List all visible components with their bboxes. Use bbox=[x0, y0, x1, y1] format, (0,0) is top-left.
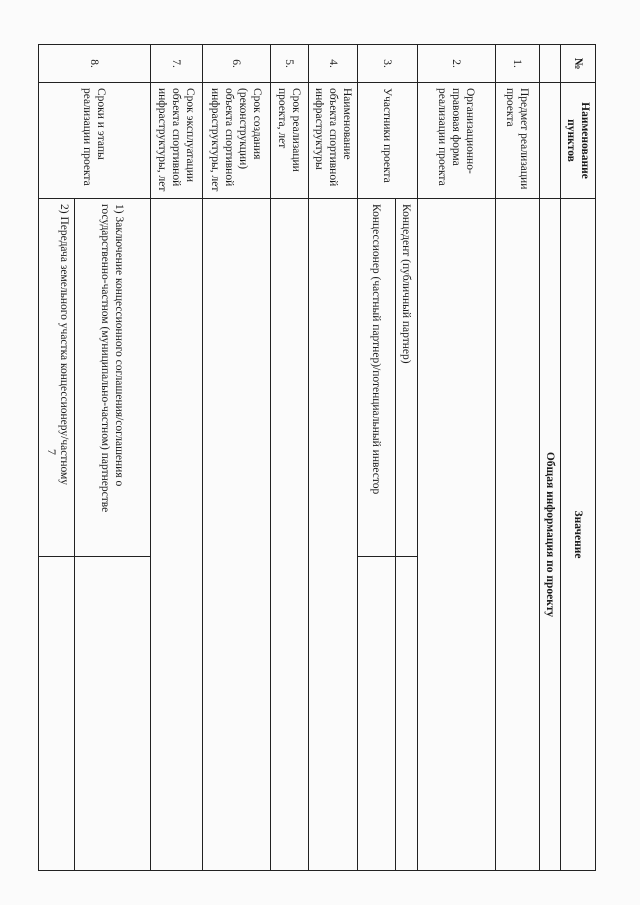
row-value bbox=[270, 199, 308, 871]
row-number: 6. bbox=[202, 45, 270, 83]
row-value bbox=[495, 199, 539, 871]
table-row bbox=[150, 45, 202, 871]
table-row bbox=[417, 45, 495, 871]
row-number: 4. bbox=[308, 45, 357, 83]
row-name: Наименование объекта спортивной инфраструктуры bbox=[308, 83, 357, 199]
row-name: Срок реализации проекта, лет bbox=[270, 83, 308, 199]
subrow-value bbox=[38, 557, 74, 871]
section-row bbox=[539, 45, 560, 871]
row-number: 8. bbox=[38, 45, 150, 83]
row-number: 3. bbox=[357, 45, 417, 83]
subrow-label: 2) Передача земельного участка концессионеру/частному bbox=[38, 199, 74, 557]
row-value bbox=[202, 199, 270, 871]
section-empty-num bbox=[539, 45, 560, 83]
row-value bbox=[417, 199, 495, 871]
row-name: Участники проекта bbox=[357, 83, 417, 199]
row-name: Срок эксплуатации объекта спортивной инфраструктуры, лет bbox=[150, 83, 202, 199]
section-title: Общая информация по проекту bbox=[539, 199, 560, 871]
project-info-table bbox=[38, 44, 596, 871]
row-name: Организационно-правовая форма реализации проекта bbox=[417, 83, 495, 199]
row-name: Предмет реализации проекта bbox=[495, 83, 539, 199]
header-value: Значение bbox=[560, 199, 595, 871]
row-number: 7. bbox=[150, 45, 202, 83]
table-row bbox=[308, 45, 357, 871]
table-row bbox=[74, 45, 150, 871]
row-name: Сроки и этапы реализации проекта bbox=[38, 83, 150, 199]
row-value bbox=[150, 199, 202, 871]
subrow-value bbox=[357, 557, 395, 871]
row-value bbox=[308, 199, 357, 871]
subrow-value bbox=[74, 557, 150, 871]
page-number: 7 bbox=[45, 449, 59, 455]
subrow-label: Концедент (публичный партнер) bbox=[395, 199, 417, 557]
subrow-value bbox=[395, 557, 417, 871]
header-name: Наименование пунктов bbox=[560, 83, 595, 199]
table-header-row bbox=[560, 45, 595, 871]
table-row bbox=[202, 45, 270, 871]
table-row bbox=[495, 45, 539, 871]
table-row bbox=[270, 45, 308, 871]
row-number: 2. bbox=[417, 45, 495, 83]
table-row bbox=[395, 45, 417, 871]
header-num: № bbox=[560, 45, 595, 83]
subrow-label: Концессионер (частный партнер)/потенциальный инвестор bbox=[357, 199, 395, 557]
section-empty-name bbox=[539, 83, 560, 199]
rotated-table-container bbox=[42, 44, 596, 870]
row-number: 1. bbox=[495, 45, 539, 83]
subrow-label: 1) Заключение концессионного соглашения/соглашения о государственно-частном (муниципально-частном) партнерстве bbox=[74, 199, 150, 557]
row-name: Срок создания (реконструкции) объекта спортивной инфраструктуры, лет bbox=[202, 83, 270, 199]
row-number: 5. bbox=[270, 45, 308, 83]
